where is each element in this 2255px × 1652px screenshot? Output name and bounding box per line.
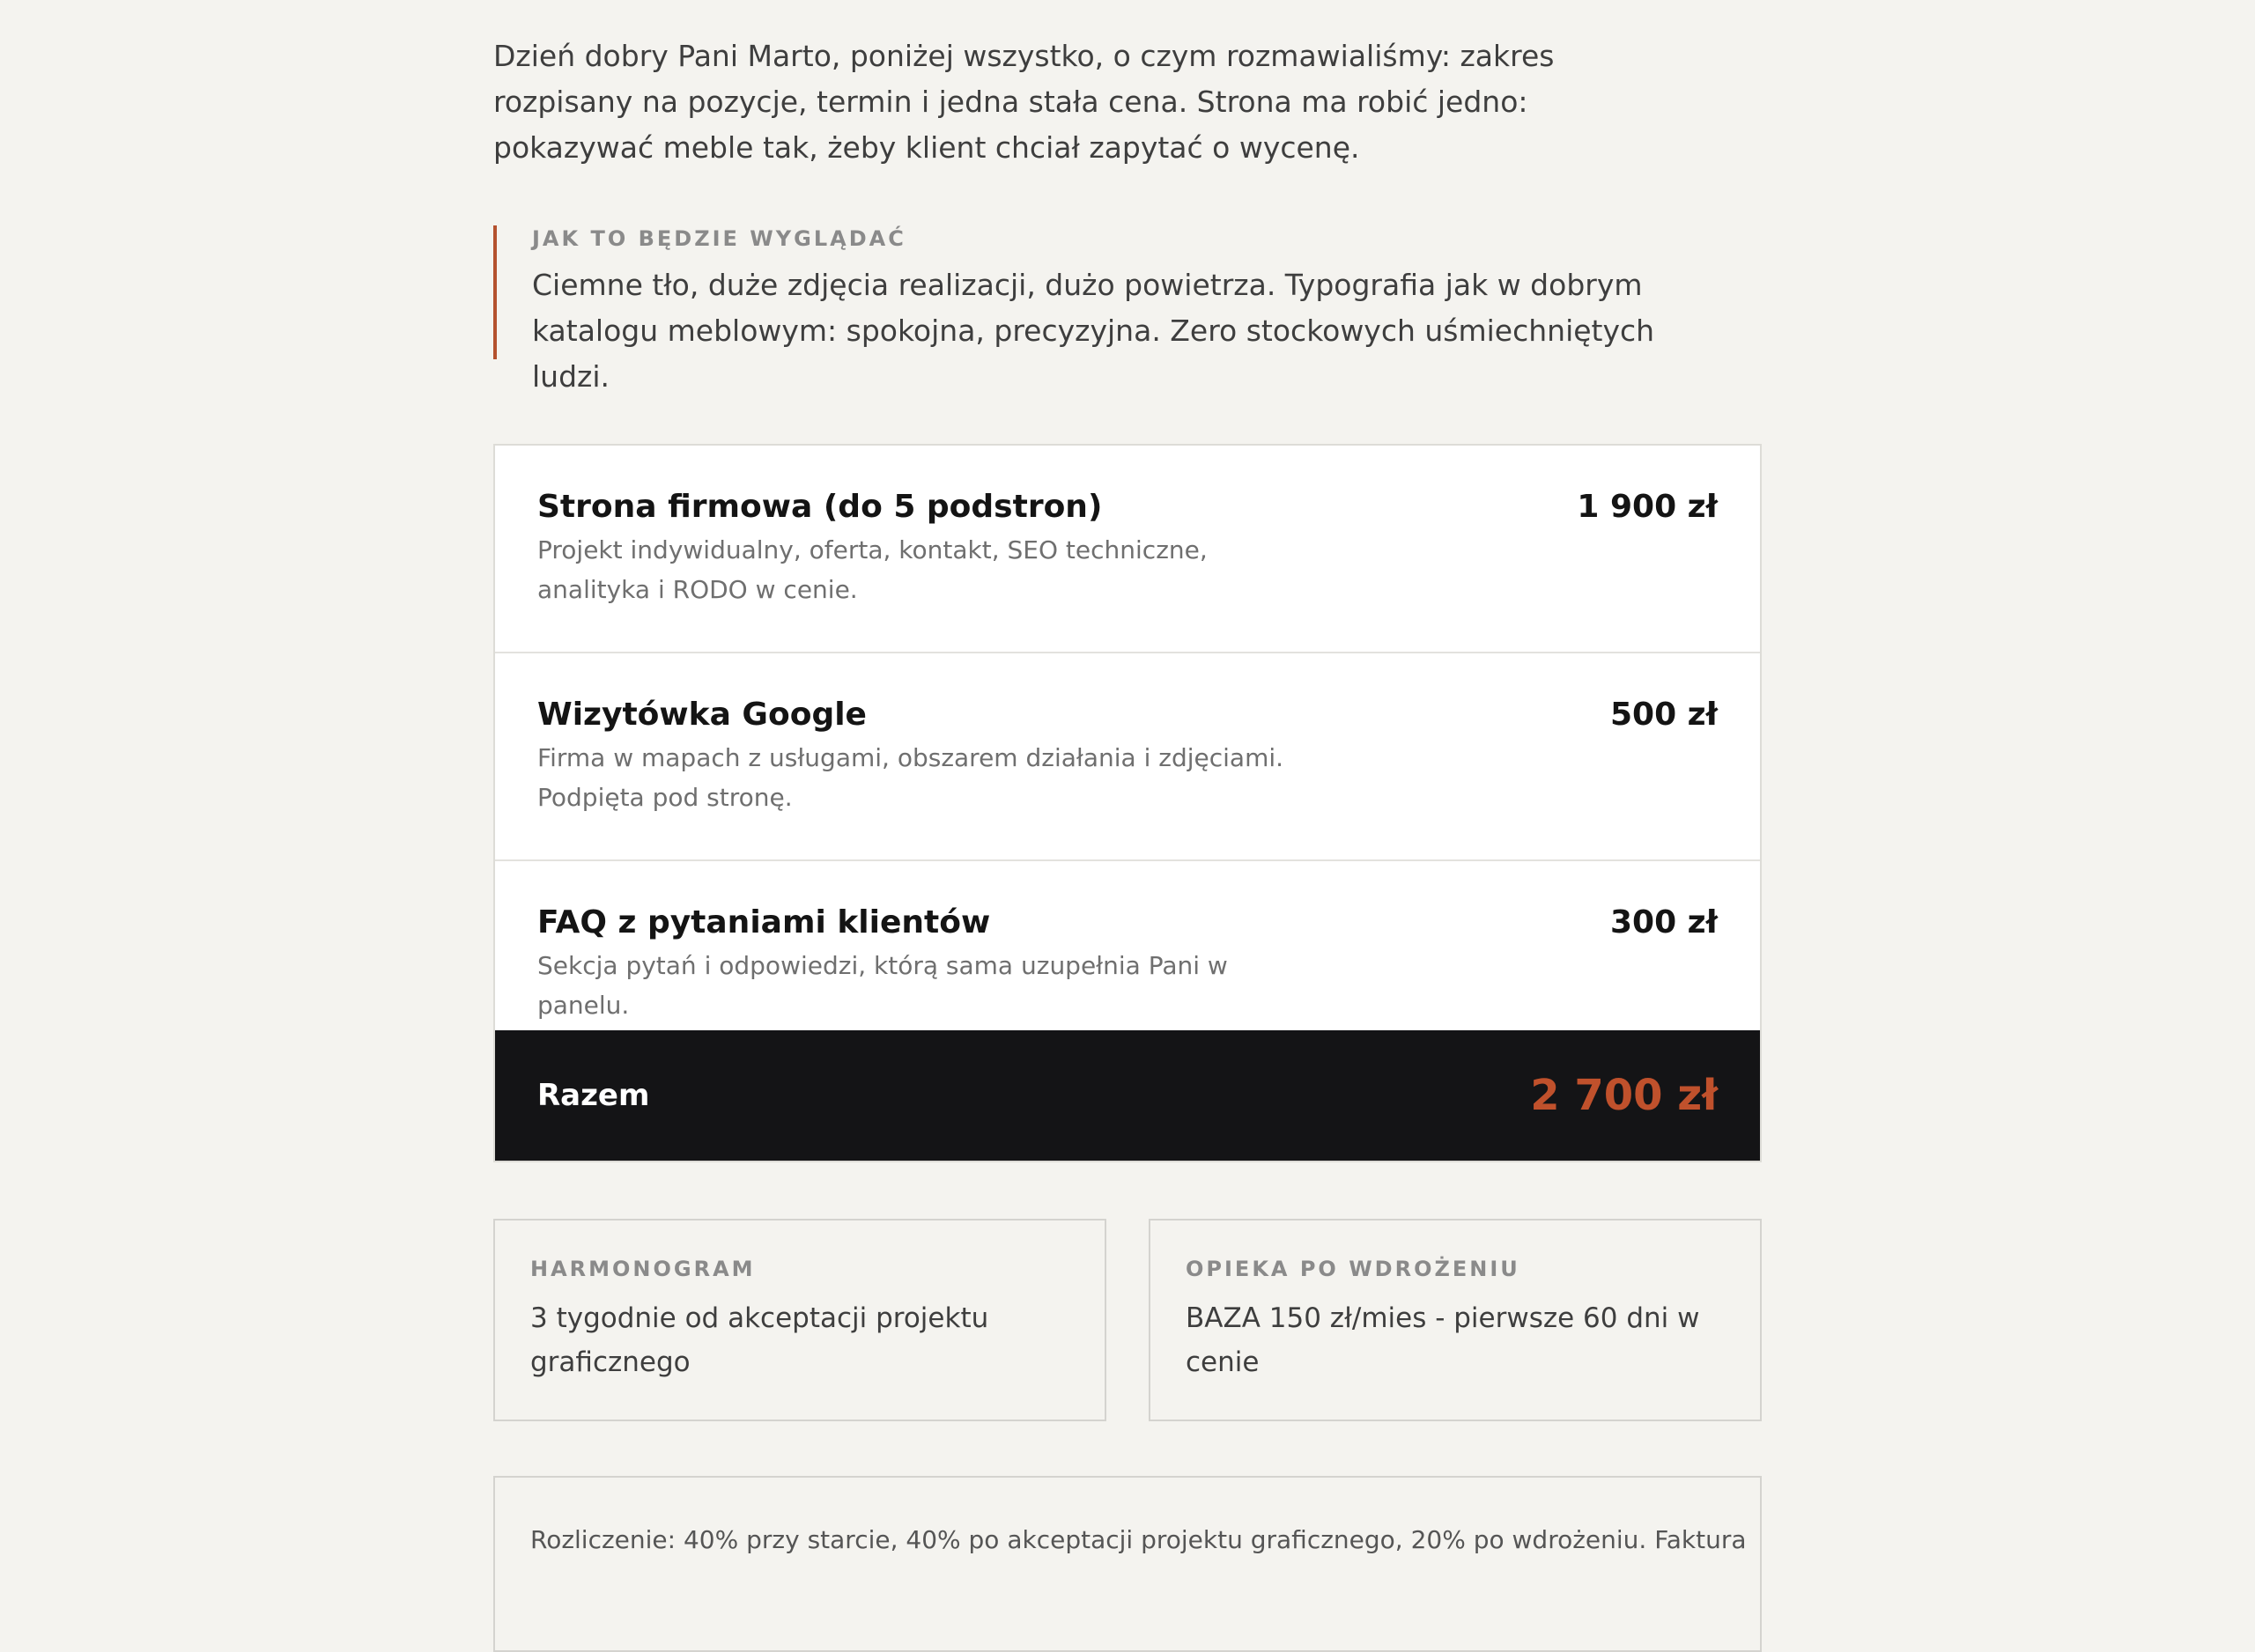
schedule-card — [493, 1219, 1106, 1421]
billing-note-text: Rozliczenie: 40% przy starcie, 40% po akceptacji projektu graficznego, 20% po wdrożeniu. Faktura — [530, 1525, 1747, 1554]
price-table — [493, 444, 1762, 1162]
price-row — [495, 861, 1760, 1030]
price-row-title: FAQ z pytaniami klientów — [537, 904, 991, 940]
total-label: Razem — [537, 1078, 650, 1113]
price-row-description: Projekt indywidualny, oferta, kontakt, SEO techniczne, analityka i RODO w cenie. — [537, 535, 1208, 604]
care-card-text: BAZA 150 zł/mies - pierwsze 60 dni w cenie — [1186, 1302, 1700, 1378]
price-row-description: Sekcja pytań i odpowiedzi, którą sama uzupełnia Pani w panelu. — [537, 951, 1228, 1020]
billing-note — [493, 1476, 1762, 1652]
price-row-title: Wizytówka Google — [537, 697, 867, 733]
total-amount: 2 700 zł — [1530, 1071, 1718, 1120]
look-callout-label: JAK TO BĘDZIE WYGLĄDAĆ — [532, 226, 906, 251]
intro-paragraph: Dzień dobry Pani Marto, poniżej wszystko, o czym rozmawialiśmy: zakres rozpisany na pozycje, termin i jedna stała cena. Strona ma robić jedno: pokazywać meble tak, żeby klient chciał zapytać o wycenę. — [493, 39, 1555, 165]
price-row — [495, 446, 1760, 653]
price-row-amount: 300 zł — [1610, 904, 1718, 940]
care-card-label: OPIEKA PO WDROŻENIU — [1186, 1257, 1520, 1281]
price-row — [495, 653, 1760, 861]
look-callout — [493, 225, 1726, 394]
price-row-amount: 500 zł — [1610, 697, 1718, 733]
price-row-description: Firma w mapach z usługami, obszarem działania i zdjęciami. Podpięta pod stronę. — [537, 743, 1284, 812]
care-card — [1149, 1219, 1762, 1421]
schedule-card-label: HARMONOGRAM — [530, 1257, 756, 1281]
price-row-title: Strona firmowa (do 5 podstron) — [537, 489, 1103, 525]
total-row — [495, 1030, 1760, 1161]
price-row-amount: 1 900 zł — [1577, 489, 1718, 525]
look-callout-text: Ciemne tło, duże zdjęcia realizacji, dużo powietrza. Typografia jak w dobrym katalogu meblowym: spokojna, precyzyjna. Zero stockowych uśmiechniętych ludzi. — [532, 268, 1655, 394]
schedule-card-text: 3 tygodnie od akceptacji projektu graficznego — [530, 1302, 989, 1378]
